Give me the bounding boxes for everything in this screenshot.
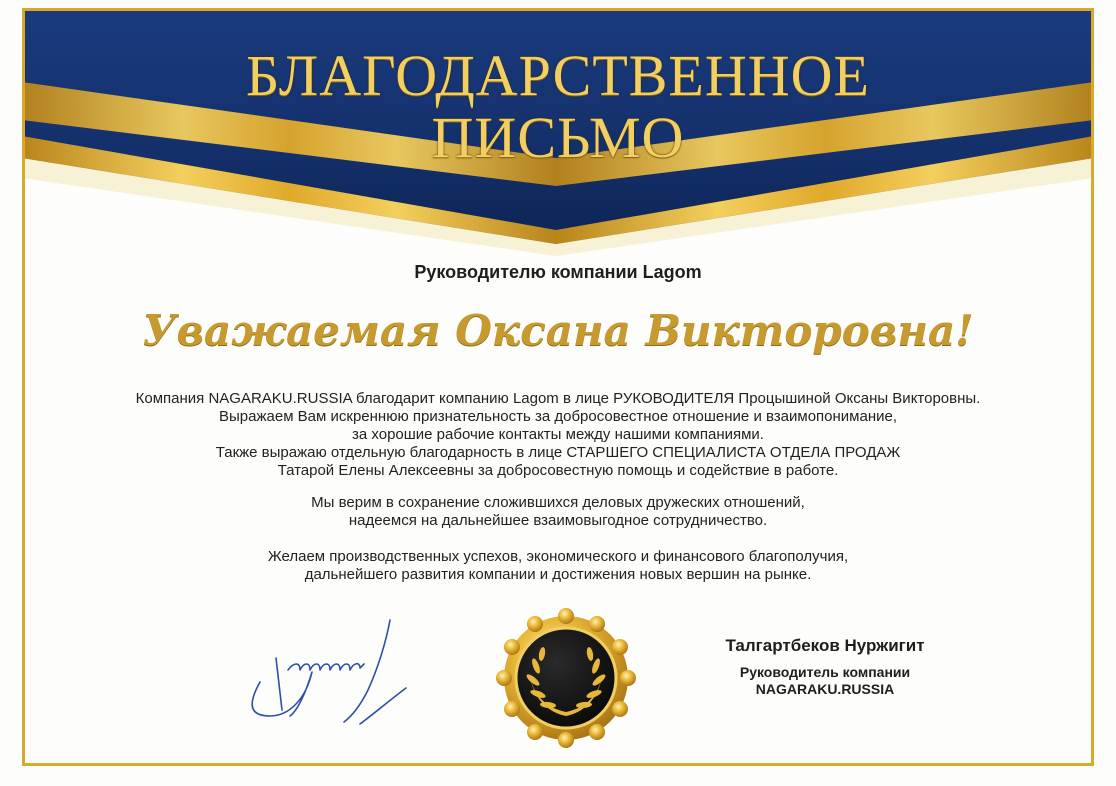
text-line: Также выражаю отдельную благодарность в лице СТАРШЕГО СПЕЦИАЛИСТА ОТДЕЛА ПРОДАЖ <box>215 444 901 461</box>
paragraph-relations <box>0 494 1116 530</box>
laurel-wreath-seal-icon <box>496 608 636 748</box>
text-line: Выражаем Вам искреннюю признательность за добросовестное отношение и взаимопонимание, <box>219 408 897 425</box>
signer-block <box>690 636 960 698</box>
text-line: за хорошие рабочие контакты между нашими компаниями. <box>352 426 764 443</box>
paragraph-wishes <box>0 548 1116 584</box>
text-line: Татарой Елены Алексеевны за добросовестную помощь и содействие в работе. <box>277 462 839 479</box>
title-line-2: ПИСЬМО <box>431 105 685 170</box>
text-line: Мы верим в сохранение сложившихся деловых дружеских отношений, <box>311 494 805 511</box>
recipient-line: Руководителю компании Lagom <box>414 262 702 282</box>
text-line: дальнейшего развития компании и достижения новых вершин на рынке. <box>304 566 812 583</box>
text-line: Желаем производственных успехов, экономического и финансового благополучия, <box>267 548 849 565</box>
handwritten-signature-icon <box>240 612 420 732</box>
title-line-1: БЛАГОДАРСТВЕННОЕ <box>246 43 870 108</box>
signer-role: Руководитель компании <box>739 664 911 680</box>
greeting: Уважаемая Оксана Викторовна! <box>142 306 974 355</box>
text-line: Компания NAGARAKU.RUSSIA благодарит компанию Lagom в лице РУКОВОДИТЕЛЯ Процышиной Оксаны Викторовны. <box>135 390 981 407</box>
signer-name: Талгартбеков Нуржигит <box>725 636 925 655</box>
text-line: надеемся на дальнейшее взаимовыгодное сотрудничество. <box>348 512 768 529</box>
paragraph-gratitude <box>0 390 1116 480</box>
signer-company: NAGARAKU.RUSSIA <box>755 681 895 697</box>
